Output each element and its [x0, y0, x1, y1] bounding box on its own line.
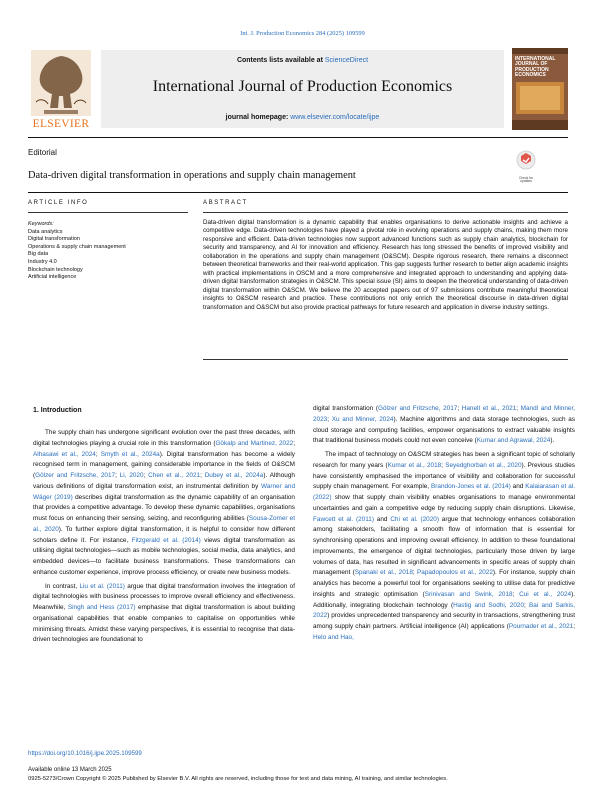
keyword-item: Blockchain technology [28, 266, 83, 273]
citation-link[interactable]: Smyth et al., 2024a [100, 450, 160, 458]
keyword-item: Industry 4.0 [28, 258, 57, 265]
citation-link[interactable]: Liu et al. (2011) [79, 582, 125, 590]
check-for-updates-badge[interactable] [514, 150, 538, 184]
article-type: Editorial [28, 148, 57, 157]
citation-link[interactable]: Alhasawi et al., 2024 [33, 450, 96, 458]
article-info-rule [28, 212, 188, 213]
citation-link[interactable]: Dubey et al., 2024a [204, 472, 264, 479]
available-online: Available online 13 March 2025 [28, 767, 112, 773]
citation-link[interactable]: Kumar et al., 2018 [387, 461, 442, 469]
keyword-item: Big data [28, 251, 49, 258]
citation-link[interactable]: Gölzer and Fritzsche, 2017 [377, 405, 458, 412]
abstract-text: Data-driven digital transformation is a dynamic capability that enables organisations to derive actionable insights and achieve a competitive edge. Data-driven technologies have played a pivotal role in evolving operations and supply chains, making them more responsive and efficient. Data-driven technologies now support advanced functions such as supply chain analytics, blockchain for security and transparency, and AI for innovation and efficiency. Research has long stressed the benefits of improved visibility and collaboration in the operations and supply chain management (O&SCM). Despite rigorous research, there remains a disconnect between theoretical frameworks and their real-world application. This gap suggests further research to better align academic insights with practical implementations in OSCM and a more comprehensive and integrated approach to understanding and applying data-driven digital transformation strategies in O&SCM. This special issue (SI) aims to deepen the theoretical understanding of data-driven digital transformation within O&SCM. We believe the 20 accepted papers out of 97 submissions contribute meaningful theoretical insights to O&SCM research and practice. These contributions not only enrich the theoretical discourse in data-driven digital transformation and O&SCM but also provide practical pathways for future research and application in diverse industry settings. [203, 219, 568, 311]
body-left-column [33, 428, 295, 646]
journal-reference[interactable]: Int. J. Production Economics 284 (2025) 109599 [240, 30, 365, 37]
citation-link[interactable]: Kumar and Agrawal, 2024 [476, 437, 551, 445]
citation-link[interactable]: Singh and Hess (2017) [67, 604, 136, 611]
doi-link[interactable]: https://doi.org/10.1016/j.ijpe.2025.109599 [28, 750, 142, 757]
citation-link[interactable]: Hastig and Sodhi, 2020 [453, 601, 524, 609]
citation-link[interactable]: Brandon-Jones et al. (2014) [431, 483, 511, 491]
citation-link[interactable]: Seyedghorban et al., 2020 [445, 461, 522, 469]
paragraph: The impact of technology on O&SCM strategies has been a significant topic of scholarly research for many years (Kumar et al., 2018; Seyedghorban et al., 2020). Previous studies have consistently emphasised the importance of visibility and collaboration for successful supply chain management. For example, Brandon-Jones et al. (2014) and Kalaiarasan et al. (2022) show that supply chain visibility enables organisations to manage environmental uncertainties and gain a competitive edge by reducing supply chain disruptions. Likewise, Fawcett et al. (2011) and Chi et al. (2020) argue that technology enhances collaboration among stakeholders, facilitating a smooth flow of information that is essential for synchronising operations and improving overall efficiency. In addition to these foundational improvements, the emergence of digital technologies, particularly those driven by large volumes of data, has resulted in significant advancements in specific areas of supply chain management (Spanaki et al., 2018; Papadopoulos et al., 2022). For instance, supply chain analytics has become a powerful tool for organisations seeking to utilise data for predictive insights and strategic optimisation (Srinivasan and Swink, 2018; Cui et al., 2024). Additionally, integrating blockchain technology (Hastig and Sodhi, 2020; Bai and Sarkis, 2022) provides unprecedented transparency and security in transactions, strengthening trust among supply chain partners. Artificial intelligence (AI) applications (Pournader et al., 2021; Helo and Hao, [313, 451, 576, 641]
citation-link[interactable]: Gölzer and Fritzsche, 2017 [35, 472, 116, 479]
cover-title: INTERNATIONAL JOURNAL OF PRODUCTION ECONOMICS [515, 56, 556, 78]
citation-link[interactable]: Chi et al. (2020) [390, 515, 439, 523]
citation-link[interactable]: Mandl and Minner, 2023 [313, 405, 575, 423]
citation-link[interactable]: Fawcett et al. (2011) [313, 515, 374, 523]
paragraph: The supply chain has undergone significant evolution over the past three decades, with digital technologies playing a crucial role in this transformation (Gökalp and Martinez, 2022; Alhasawi et al., 2024; Smyth et al., 2024a). Digital transformation has become a widely recognised term in management, gaining considerable importance in the fields of O&SCM (Gölzer and Fritzsche, 2017; Li, 2020; Chen et al., 2021; Dubey et al., 2024a). Although various definitions of digital transformation exist, an instrumental definition by Warner and Wäger (2019) describes digital transformation as the dynamic capability of an organisation that provides a competitive advantage. To develop these dynamic capabilities, organisations must focus on enhancing their sensing, seizing, and reconfiguring abilities (Sousa-Zomer et al., 2020). To further explore digital transformation, it is helpful to consider how different scholars define it. For instance, Fitzgerald et al. (2014) views digital transformation as utilising digital technologies—such as mobile technologies, social media, data analytics, and embedded devices—to facilitate business transformations. These transformations can enhance customer experience, improve process efficiency, or create new business models. [33, 429, 295, 576]
elsevier-wordmark: ELSEVIER [32, 118, 90, 130]
citation-link[interactable]: Fitzgerald et al. (2014) [131, 536, 201, 544]
citation-link[interactable]: Hanelt et al., 2021 [461, 405, 517, 412]
citation-link[interactable]: Chen et al., 2021 [148, 472, 201, 479]
citation-link[interactable]: Pournader et al., 2021 [508, 623, 574, 630]
title-rule [28, 192, 568, 193]
sciencedirect-link[interactable]: ScienceDirect [324, 57, 369, 64]
homepage-link[interactable]: www.elsevier.com/locate/ijpe [290, 114, 380, 121]
citation-link[interactable]: Helo and Hao, [313, 633, 354, 641]
paragraph: In contrast, Liu et al. (2011) argue that digital transformation involves the integration of digital technologies with business processes to improve overall efficiency and effectiveness. Meanwhile, Singh and Hess (2017) emphasise that digital transformation is about building organisational capabilities that enable companies to capitalise on opportunities while minimising threats. Amidst these varying perspectives, it is essential to recognise that data-driven technologies are foundational to [33, 582, 295, 644]
keywords-block [28, 221, 178, 282]
section-heading-introduction: 1. Introduction [33, 407, 82, 414]
citation-link[interactable]: Cui et al., 2024 [519, 590, 572, 598]
citation-link[interactable]: Li, 2020 [119, 472, 144, 479]
keyword-item: Data analytics [28, 228, 63, 235]
citation-link[interactable]: Xu and Minner, 2024 [331, 415, 394, 423]
article-title: Data-driven digital transformation in operations and supply chain management [28, 170, 356, 181]
contents-line [101, 57, 504, 64]
keyword-item: Artificial intelligence [28, 274, 77, 281]
journal-homepage [101, 114, 504, 121]
citation-link[interactable]: Warner and Wäger (2019) [33, 482, 295, 501]
citation-link[interactable]: Bai and Sarkis, 2022 [313, 601, 575, 620]
citation-link[interactable]: Papadopoulos et al., 2022 [417, 569, 493, 577]
keyword-item: Digital transformation [28, 236, 80, 243]
contents-label: Contents lists available at [236, 57, 325, 64]
citation-link[interactable]: Sousa-Zomer et al., 2020 [33, 515, 295, 533]
abstract-heading: ABSTRACT [203, 200, 248, 206]
citation-link[interactable]: Gökalp and Martinez, 2022 [215, 439, 294, 447]
paragraph: digital transformation (Gölzer and Fritzsche, 2017; Hanelt et al., 2021; Mandl and Minner, 2023; Xu and Minner, 2024). Machine algorithms and data storage technologies, such as cloud storage and computing facilities, empower organisations to extract valuable insights that traditional business models could not even conceive (Kumar and Agrawal, 2024). [313, 405, 575, 445]
body-right-column [313, 404, 575, 644]
citation-link[interactable]: Srinivasan and Swink, 2018 [424, 590, 513, 598]
header-rule [28, 137, 568, 138]
check-for-updates-label: Check for updates [518, 176, 534, 184]
citation-link[interactable]: Kalaiarasan et al. (2022) [313, 483, 575, 501]
keyword-item: Operations & supply chain management [28, 243, 126, 250]
journal-title: International Journal of Production Economics [152, 78, 453, 95]
abstract-rule-top [203, 212, 568, 213]
abstract-rule-bottom [203, 359, 568, 360]
keywords-label: Keywords: [28, 221, 54, 227]
citation-link[interactable]: Spanaki et al., 2018 [354, 569, 413, 577]
elsevier-logo [28, 48, 94, 132]
article-info-heading: ARTICLE INFO [28, 200, 89, 206]
copyright-notice: 0925-5273/Crown Copyright © 2025 Published by Elsevier B.V. All rights are reserved, including those for text and data mining, AI training, and similar technologies. [28, 776, 448, 782]
homepage-label: journal homepage: [225, 114, 291, 121]
journal-cover[interactable] [512, 48, 568, 130]
